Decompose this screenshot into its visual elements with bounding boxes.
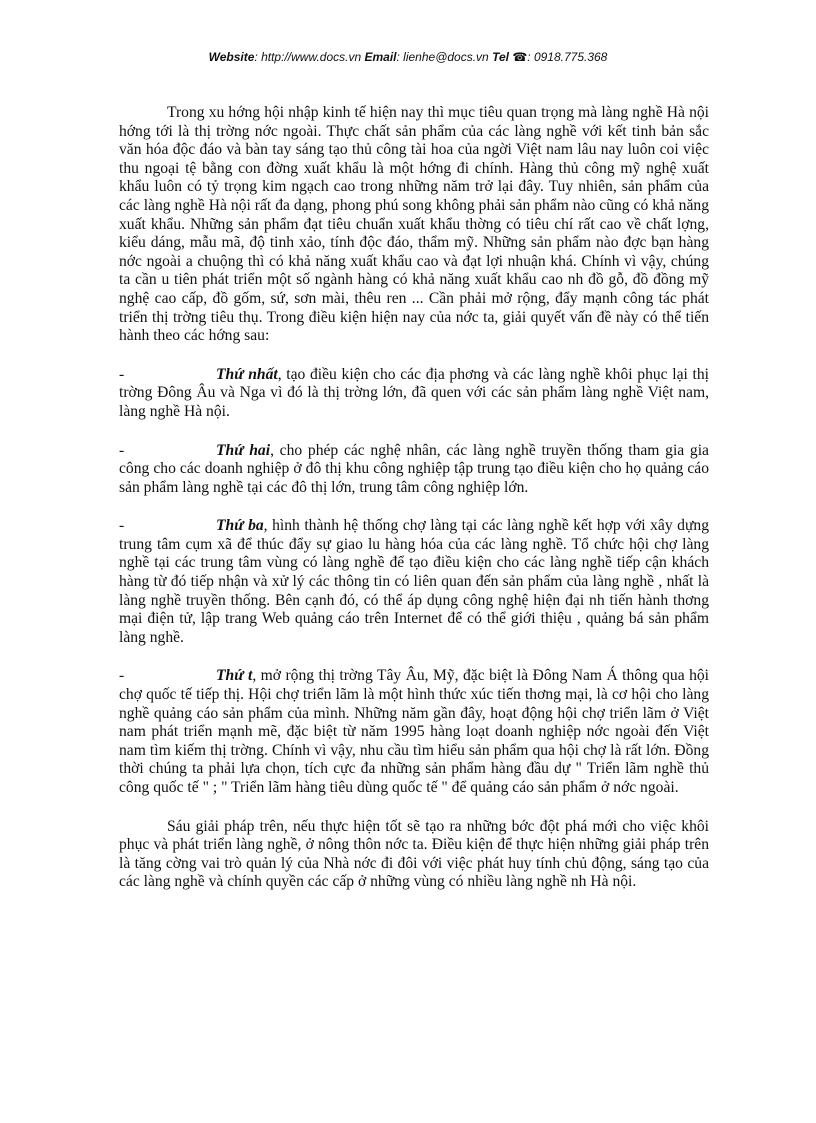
page-header	[0, 50, 816, 64]
item-4-key: Thứ t	[216, 667, 253, 685]
list-item-3	[119, 517, 709, 647]
item-1-key: Thứ nhất	[216, 365, 278, 383]
item-3-key: Thứ ba	[216, 517, 264, 535]
item-4-text: , mở rộng thị trờng Tây Âu, Mỹ, đặc biệt là Đông Nam Á thông qua hội chợ quốc tế tiếp thị. Hội chợ triển lãm là một hình thức xúc tiến thơng mại, là cơ hội cho làng nghề quảng cáo sản phẩm của mình. Những năm gần đây, hoạt động hội chợ triển lãm ở Việt nam phát triển mạnh mẽ, đặc biệt từ năm 1995 hàng loạt doanh nghiệp nớc ngoài đến Việt nam tìm kiếm thị trờng. Chính vì vậy, nhu cầu tìm hiểu sản phẩm qua hội chợ là rất lớn. Đồng thời chúng ta phải lựa chọn, tích cực đa những sản phẩm hàng đầu dự " Triển lãm nghề thủ công quốc tế " ; " Triển lãm hàng tiêu dùng quốc tế " để quảng cáo sản phẩm ở nớc ngoài.	[119, 667, 709, 796]
list-dash: -	[119, 441, 125, 459]
item-2-text: , cho phép các nghệ nhân, các làng nghề truyền thống tham gia gia công cho các doanh nghiệp ở đô thị khu công nghiệp tập trung tạo điều kiện cho họ quảng cáo sản phẩm làng nghề tại các đô thị lớn, trung tâm công nghiệp lớn.	[119, 441, 709, 496]
list-dash: -	[119, 517, 125, 535]
document-body	[119, 104, 709, 892]
website-value[interactable]: : http://www.docs.vn	[254, 50, 362, 64]
phone-icon: ☎	[512, 50, 528, 64]
conclusion-paragraph: Sáu giải pháp trên, nếu thực hiện tốt sẽ tạo ra những bớc đột phá mới cho việc khôi phục và phát triển làng nghề, ở nông thôn nớc ta. Điều kiện để thực hiện những giải pháp trên là tăng cờng vai trò quản lý của Nhà nớc đi đôi với việc phát huy tính chủ động, sáng tạo của các làng nghề và chính quyền các cấp ở những vùng có nhiều làng nghề nh Hà nội.	[119, 817, 709, 891]
tel-label: Tel	[492, 50, 509, 64]
item-3-text: , hình thành hệ thống chợ làng tại các làng nghề kết hợp với xây dựng trung tâm cụm xã để thúc đẩy sự giao lu hàng hóa của các làng nghề. Tổ chức hội chợ làng nghề tại các trung tâm vùng có làng nghề để tạo điều kiện cho các làng nghề tiếp cận khách hàng từ đó tiếp nhận và xử lý các thông tin có liên quan đến sản phẩm của làng nghề , nhất là làng nghề truyền thống. Bên cạnh đó, có thể áp dụng công nghệ hiện đại nh tiến hành thơng mại điện tử, lập trang Web quảng cáo trên Internet để có thể giới thiệu , quảng bá sản phẩm làng nghề.	[119, 517, 709, 646]
list-dash: -	[119, 365, 125, 383]
item-2-key: Thứ hai	[216, 441, 271, 459]
list-item-4	[119, 667, 709, 797]
email-label: Email	[364, 50, 397, 64]
list-dash: -	[119, 667, 125, 685]
list-item-1	[119, 366, 709, 422]
list-item-2	[119, 442, 709, 498]
intro-paragraph: Trong xu hớng hội nhập kinh tế hiện nay thì mục tiêu quan trọng mà làng nghề Hà nội hớng tới là thị trờng nớc ngoài. Thực chất sản phẩm của các làng nghề với kết tinh bản sắc văn hóa độc đáo và bàn tay sáng tạo thủ công tài hoa của ngời Việt nam lâu nay luôn coi việc thu ngoại tệ bằng con đờng xuất khẩu là một hớng đi chính. Hàng thủ công mỹ nghệ xuất khẩu luôn có tỷ trọng kim ngạch cao trong những năm trở lại đây. Tuy nhiên, sản phẩm của các làng nghề Hà nội rất đa dạng, phong phú song không phải sản phẩm nào cũng có khả năng xuất khẩu. Những sản phẩm đạt tiêu chuẩn xuất khẩu thờng có tiêu chí rất cao về chất lợng, kiểu dáng, mẫu mã, độ tinh xảo, tính độc đáo, thẩm mỹ. Những sản phẩm nào đợc bạn hàng nớc ngoài a chuộng thì có khả năng xuất khẩu cao và đạt lợi nhuận khá. Chính vì vậy, chúng ta cần u tiên phát triển một số ngành hàng có khả năng xuất khẩu cao nh đồ gỗ, đồ đồng mỹ nghệ cao cấp, đồ gốm, sứ, sơn mài, thêu ren ... Cần phải mở rộng, đẩy mạnh công tác phát triển thị trờng tiêu thụ. Trong điều kiện hiện nay của nớc ta, giải quyết vấn đề này có thể tiến hành theo các hớng sau:	[119, 104, 709, 345]
item-1-text: , tạo điều kiện cho các địa phơng và các làng nghề khôi phục lại thị trờng Đông Âu và Nga vì đó là thị trờng lớn, đã quen với các sản phẩm làng nghề Việt nam, làng nghề Hà nội.	[119, 365, 709, 420]
website-label: Website	[208, 50, 255, 64]
email-value[interactable]: : lienhe@docs.vn	[396, 50, 489, 64]
tel-value: : 0918.775.368	[527, 50, 608, 64]
